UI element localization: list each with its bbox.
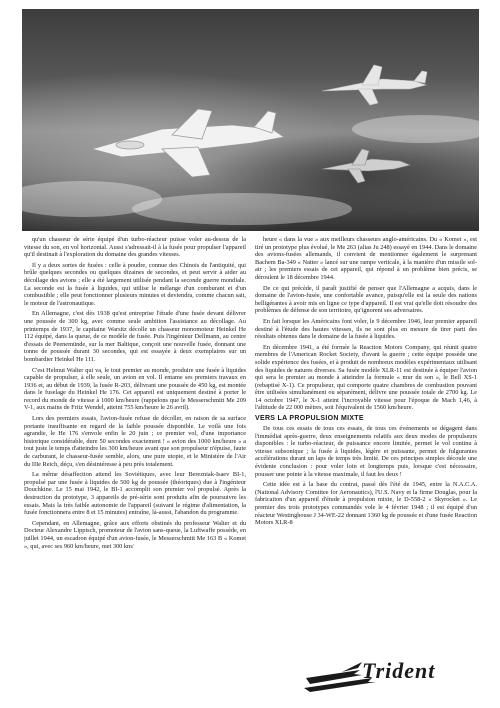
- trident-logo: [302, 648, 482, 698]
- logo-text: Trident: [362, 658, 436, 683]
- paragraph: La même désaffection attend les Soviétiques, avec leur Berezniak-Isaev BI-1, propulsé par une fusée à liquides de 500 kg de poussée (théoriques) due à l'ingénieur Douchkine. Le 15 mai 1942, le BI-1 accomplit son premier vol propulsé. Après la destruction du prototype, 3 appareils de pré-série sont produits afin de poursuivre les essais. Mais la très faible autonomie de l'appareil (suivant le régime d'alimentation, la fusée fonctionnera entre 8 et 15 minutes) entraîne, là-aussi, l'abandon du programme.: [24, 471, 246, 517]
- paragraph: C'est Helmut Walter qui va, le tout premier au monde, produire une fusée à liquides capable de propulser, à elle seule, un avion en vol. Il entame ses premiers travaux en 1936 et, au début de 1939, la fusée R-203, délivrant une poussée de 450 kg, est montée dans le fuselage du Heinkel He 176. Cet appareil est uniquement destiné à porter le record du monde de vitesse à 1000 km/heure (rappelons que le Messerschmitt Me 209 V-1, aux mains de Fritz Wendel, atteint 755 km/heure le 26 avril).: [24, 366, 246, 412]
- paragraph: De ce qui précède, il paraît justifié de penser que l'Allemagne a acquis, dans le domaine de l'avion-fusée, une confortable avance, puisqu'elle est la seule des nations belligérantes à avoir mis en ligne ce type d'appareil. Il est vrai qu'elle doit résoudre des problèmes de défense de son territoire, qu'ignorent ses adversaires.: [255, 284, 477, 315]
- paragraph: qu'un chasseur de série équipé d'un turbo-réacteur puisse voler au-dessus de la vitesse du son, en vol horizontal. Aussi s'adressait-il à la fusée pour propulser l'appareil qu'il destinait à l'exploration du domaine des grandes vitesses.: [24, 236, 246, 259]
- paragraph: En fait lorsque les Américains font voler, le 9 décembre 1946, leur premier appareil destiné à l'étude des hautes vitesses, ils ne sont plus en mesure de tirer parti des résultats obtenus dans le domaine de la fusée à liquides.: [255, 317, 477, 341]
- paragraph: Il y a deux sortes de fusées : celle à poudre, connue des Chinois de l'antiquité, qui brûle quelques secondes ou quelques dizaines de secondes, et peut servir à aider au décollage des avions ; elle a été largement utilisée pendant la seconde guerre mondiale. La seconde est la fusée à liquides, qui utilise le mélange d'un comburant et d'un combustible ; elle peut fonctionner plusieurs minutes et deviendra, comme chacun sait, le moteur de l'astronautique.: [24, 261, 246, 307]
- jet-aircraft-icon: [22, 9, 479, 231]
- paragraph: Lors des premiers essais, l'avion-fusée refuse de décoller, en raison de sa surface portante insuffisante en regard de la faible poussée disponible. Le voilà une fois agrandie, le He 176 s'envole enfin le 20 juin ; ce premier vol, d'une importance historique considérable, dure 50 secondes exactement ! « avion des 1000 km/heure » a tout juste le temps d'atteindre les 300 km/heure avant que son propulseur n'épuise, faute de carburant, le chasseur-fusée semble, alors, une pure utopie, et le Ministère de l'Air du IIIe Reich, déçu, s'en désintéresse à peu près totalement.: [24, 415, 246, 468]
- paragraph: De tous ces essais de tous ces essais, de tous ces événements se dégagent dans l'immédiat après-guerre, deux enseignements relatifs aux deux modes de propulseurs disponibles : le turbo-réacteur, de puissance encore limitée, permet le vol continu à vitesse subsonique ; la fusée à liquides, légère et puissante, permet de fulgurantes accélérations durant un laps de temps très limité. De ces principes simples découle une évidente conclusion : pour voler loin et longtemps puis, lorsque c'est nécessaire, pousser une pointe à la vitesse maximale, il faut les deux !: [255, 425, 477, 478]
- paragraph: En Allemagne, c'est dès 1938 qu'est entreprise l'étude d'une fusée devant délivrer une poussée de 300 kg, avec comme seule ambition l'assistance au décollage. Au printemps de 1937, le capitaine Warsitz décolle un chasseur monomoteur Heinkel He 112 équipé, dans la queue, de ce modèle de fusée. Puis l'ingénieur Dellmann, au centre d'essais de Peenemünde, sur la mer Baltique, conçoit une nouvelle fusée, donnant une tonne de poussée durant 30 secondes, qui est essayée à deux exemplaires sur un bombardier Heinkel He 111.: [24, 310, 246, 363]
- paragraph: heure « dans la vue » aux meilleurs chasseurs anglo-américains. Du « Komet », est tiré un prototype plus évolué, le Me 263 (alias Ju 248) essayé en 1944. Dans le domaine des avions-fusées allemands, il convient de mentionner également le surprenant Bachem Ba-349 « Natter » lancé sur une rampe verticale, à la manière d'un missile sol-air ; les premiers essais de cet appareil, qui répond à un problème bien précis, se déroulent le 18 décembre 1944.: [255, 236, 477, 281]
- aircraft-photo: [22, 9, 479, 231]
- paragraph: Cette idée est à la base du contrat, passé dès l'été de 1945, entre la N.A.C.A. (National Advisory Comittee for Aeronautics), l'U.S. Navy et la firme Douglas, pour la fabrication d'un appareil d'étude à propulsion mixte, le D-558-2 « Skyrocket ». Le premier des trois prototypes commandés vole le 4 février 1948 ; il est équipé d'un réacteur Westinghouse J 34-WE-22 donnant 1360 kg de poussée et d'une fusée Reaction Motors XLR-8: [255, 481, 477, 527]
- paragraph: En décembre 1941, a été formée la Reaction Motors Company, qui réunit quatre membres de l'American Rocket Society, d'avant la guerre ; cette équipe possède une solide expérience des fusées, et à produit de nombreux modèles expérimentaux utilisant des liquides de natures diverses. Sa fusée modèle XLR-11 est destinée à équiper l'avion qui sera le premier au monde à atteindre la formule « mur du son », le Bell XS-1 (rebaptisé X-1). Ce propulseur, qui comporte quatre chambres de combustion pouvant être utilisées simultanément ou séparément, délivre une poussée totale de 2700 kg. Le 14 octobre 1947, le X-1 atteint l'incroyable vitesse pour l'époque de Mach 1,46, à l'altitude de 22 000 mètres, soit l'équivalent de 1560 km/heure.: [255, 343, 477, 412]
- left-text-column: [24, 236, 246, 694]
- right-text-column: [255, 236, 477, 694]
- section-heading: VERS LA PROPULSION MIXTE: [255, 415, 364, 423]
- paragraph: Cependant, en Allemagne, grâce aux efforts obstinés du professeur Walter et du Docteur Alexandre Lippisch, promoteur de l'avion sans-queue, la Luftwaffe possède, en juillet 1944, un escadron équipé d'un avion-fusée, le Messerschmitt Me 163 B « Komet », qui, avec ses 960 km/heure, met 300 km/: [24, 519, 246, 550]
